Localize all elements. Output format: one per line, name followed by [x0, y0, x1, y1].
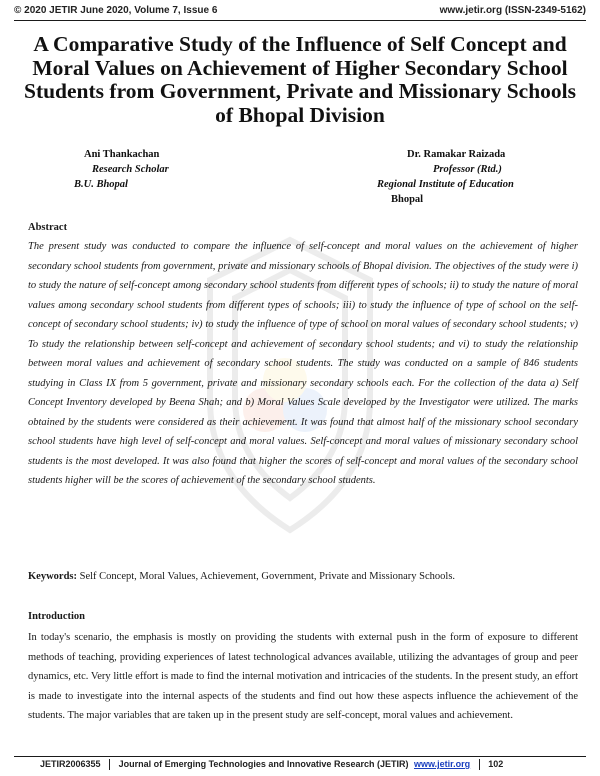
keywords-section: [28, 569, 578, 584]
header-divider: [14, 20, 586, 21]
author-2-role: Professor (Rtd.): [433, 164, 502, 175]
author-1-affiliation: B.U. Bhopal: [74, 179, 128, 190]
author-1-role: Research Scholar: [92, 164, 169, 175]
author-1: [74, 147, 169, 192]
abstract-section: [28, 222, 578, 491]
author-2: [377, 147, 514, 207]
introduction-text: In today's scenario, the emphasis is mostly on providing the students with external push in the form of exposure to different methods of teaching, providing experiences of latest technological advances available, utilizing the advantages of group and peer dynamics, etc. Very little effort is made to find the internal motivation and intricacies of the students. In the present study, an effort is made to investigate into the internal aspects of the students and find out how these aspects influence the achievement of the students. The major variables that are taken up in the present study are self-concept, moral values and achievement.: [28, 632, 578, 722]
running-header: [14, 5, 586, 21]
footer-website-link[interactable]: www.jetir.org: [413, 759, 471, 769]
abstract-heading: Abstract: [28, 222, 68, 233]
paper-title: A Comparative Study of the Influence of Self Concept and Moral Values on Achievement of Higher Secondary School Students from Government, Private and Missionary Schools of Bhopal Division: [23, 32, 577, 127]
author-1-name: Ani Thankachan: [84, 149, 160, 160]
keywords-text: Self Concept, Moral Values, Achievement, Government, Private and Missionary Schools.: [79, 571, 456, 582]
footer-paper-id: JETIR2006355: [40, 759, 101, 769]
footer-page-number: 102: [488, 759, 504, 769]
author-2-name: Dr. Ramakar Raizada: [407, 149, 506, 160]
author-2-city: Bhopal: [391, 194, 424, 205]
footer-divider: [14, 756, 586, 757]
author-2-affiliation: Regional Institute of Education: [377, 179, 514, 190]
header-website-issn: www.jetir.org (ISSN-2349-5162): [439, 5, 586, 16]
footer-separator: [109, 759, 110, 770]
keywords-label: Keywords:: [28, 571, 77, 582]
footer-separator: [479, 759, 480, 770]
footer-journal: Journal of Emerging Technologies and Innovative Research (JETIR): [118, 759, 409, 769]
abstract-text: The present study was conducted to compare the influence of self-concept and moral values on the achievement of higher secondary school students from government, private and missionary schools of Bhopal division. The objectives of the study were i) to study the nature of self-concept among secondary school students from different types of schools; ii) to study the nature of moral values among secondary school students from different types of schools; iii) to study the influence of type of school on the self-concept of secondary school students; iv) to study the influence of type of school on moral values of secondary school students; v) To study the relationship between self-concept and achievement of secondary school students; and vi) to study the relationship between moral values and achievement of secondary school students. The study was conducted on a sample of 846 students studying in Class IX from 5 government, private and missionary secondary schools each. For the collection of the data a) Self Concept Inventory developed by Beena Shah; and b) Moral Values Scale developed by the Investigator were utilized. The marks obtained by the students were considered as their achievement. It was found that almost half of the missionary school secondary school students have high level of self-concept and moral values. Self-concept and moral values of missionary secondary school students is the most developed. It was also found that higher the scores of self-concept and moral values of the secondary school students higher will be the scores of achievement of the secondary school students.: [28, 241, 578, 486]
introduction-section: [28, 611, 578, 726]
running-footer: [40, 759, 560, 773]
header-journal-issue: © 2020 JETIR June 2020, Volume 7, Issue 6: [14, 5, 218, 16]
introduction-heading: Introduction: [28, 611, 85, 622]
